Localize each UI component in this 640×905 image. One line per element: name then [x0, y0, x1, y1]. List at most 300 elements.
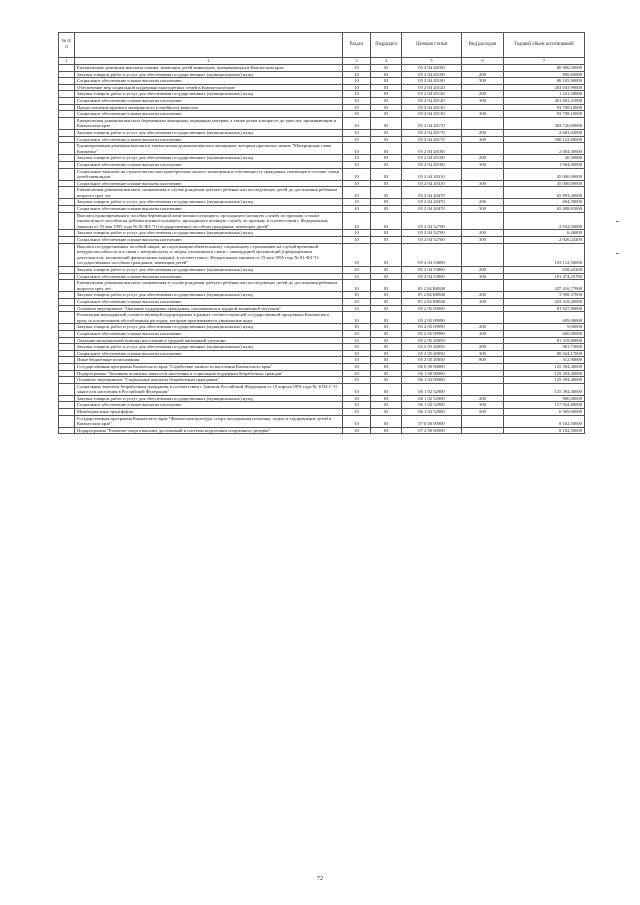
row-subsection: 03	[371, 111, 402, 118]
cell-number	[59, 155, 75, 162]
row-target-article: 05 2 04 20120	[402, 97, 462, 104]
cell-number	[59, 370, 75, 377]
cell-number	[59, 180, 75, 187]
row-section: 10	[343, 180, 371, 187]
cell-number	[59, 161, 75, 168]
row-section: 10	[343, 91, 371, 98]
row-amount: 125 394,40000	[504, 370, 585, 377]
table-row	[59, 168, 585, 180]
row-target-article: 05 2 04 20470	[402, 199, 462, 206]
cell-number	[59, 312, 75, 324]
table-row	[59, 377, 585, 384]
row-amount: 437 416,77000	[504, 280, 585, 292]
row-section: 10	[343, 78, 371, 85]
row-name: Выплата государственных пособий лицам, не подлежащим обязательному социальному страхованию на случай временной нетрудоспособности и в связи с материнством, и лицам, уволенным в связи с ликвидацией организаций (прекращением деятельности, полномочий физическими лицами), в соответствии с Федеральным законом от 19 мая 1995 года № 81-ФЗ "О государственных пособиях гражданам, имеющим детей"	[75, 243, 343, 266]
column-number: 2	[75, 58, 343, 65]
row-subsection: 03	[371, 91, 402, 98]
row-subsection: 03	[371, 383, 402, 395]
row-subsection: 03	[371, 350, 402, 357]
row-subsection: 03	[371, 180, 402, 187]
row-subsection: 03	[371, 312, 402, 324]
row-subsection: 03	[371, 155, 402, 162]
row-expense-kind: 300	[462, 206, 504, 213]
row-expense-kind: 200	[462, 71, 504, 78]
table-row	[59, 409, 585, 416]
row-expense-kind: 300	[462, 161, 504, 168]
cell-number	[59, 212, 75, 230]
row-target-article: 05 2 04 53800	[402, 243, 462, 266]
row-amount: 6,26800	[504, 230, 585, 237]
row-amount: 609,00000	[504, 312, 585, 324]
table-row	[59, 402, 585, 409]
row-amount: 45 000,00000	[504, 180, 585, 187]
row-amount: 125 394,40000	[504, 377, 585, 384]
row-target-article: 05 2 05 09990	[402, 312, 462, 324]
row-subsection: 03	[371, 187, 402, 199]
row-section: 10	[343, 363, 371, 370]
row-expense-kind	[462, 243, 504, 266]
row-name: Закупка товаров, работ и услуг для обеспечения государственных (муниципальных) нужд	[75, 344, 343, 351]
table-row	[59, 65, 585, 72]
row-expense-kind: 200	[462, 230, 504, 237]
row-section: 10	[343, 84, 371, 91]
row-name: Социальное обеспечение и иные выплаты населению	[75, 298, 343, 305]
row-name: Основное мероприятие "Оказание поддержки гражданам, оказавшимся в трудной жизненной ситуации"	[75, 305, 343, 312]
table-row	[59, 143, 585, 155]
cell-number	[59, 65, 75, 72]
row-expense-kind: 200	[462, 91, 504, 98]
row-name: Основное мероприятие "Социальные выплаты безработным гражданам"	[75, 377, 343, 384]
row-amount: 600,00000	[504, 330, 585, 337]
cell-number	[59, 267, 75, 274]
row-amount: 2 603,92000	[504, 129, 585, 136]
row-subsection: 03	[371, 161, 402, 168]
row-expense-kind: 300	[462, 298, 504, 305]
row-name: Закупка товаров, работ и услуг для обеспечения государственных (муниципальных) нужд	[75, 292, 343, 299]
row-name: Подпрограмма "Развитие спорта высших достижений и системы подготовки спортивного резерва"	[75, 427, 343, 434]
cell-number	[59, 117, 75, 129]
row-target-article: 05 2 05 20050	[402, 337, 462, 344]
row-name: Социальное обеспечение и иные выплаты населению	[75, 111, 343, 118]
row-target-article: 06 1 02 52900	[402, 402, 462, 409]
row-target-article: 05 2 04 20100	[402, 78, 462, 85]
cell-number	[59, 344, 75, 351]
budget-allocation-table	[58, 32, 585, 434]
cell-number	[59, 111, 75, 118]
row-name: Ежемесячная денежная выплата, назначаемая в случае рождения третьего ребенка или последующих детей до достижения ребенком возраста трех лет	[75, 280, 343, 292]
row-target-article: 05 2 04 R0840	[402, 280, 462, 292]
row-target-article: 05 2 05 00000	[402, 305, 462, 312]
row-amount: 80 024,17000	[504, 350, 585, 357]
table-row	[59, 357, 585, 364]
row-amount: 6 569,60000	[504, 409, 585, 416]
row-target-article: 05 2 04 R0840	[402, 292, 462, 299]
cell-number	[59, 243, 75, 266]
header-target-article: Целевая статья	[402, 33, 462, 58]
row-subsection: 03	[371, 337, 402, 344]
margin-mark	[616, 253, 619, 254]
cell-number	[59, 383, 75, 395]
row-target-article: 05 2 05 20050	[402, 344, 462, 351]
row-section: 10	[343, 237, 371, 244]
row-target-article: 05 2 04 20130	[402, 104, 462, 111]
cell-number	[59, 292, 75, 299]
row-expense-kind: 200	[462, 324, 504, 331]
row-expense-kind	[462, 383, 504, 395]
row-name: Выплата единовременного пособия беременной жене военнослужащего, проходящего военную службу по призыву, а также ежемесячного пособия на ребенка военнослужащего, проходящего военную службу по призыву, в соответствии с Федеральным законом от 19 мая 1995 года № 81-ФЗ "О государственных пособиях гражданам, имеющим детей"	[75, 212, 343, 230]
table-row	[59, 298, 585, 305]
row-name: Межбюджетные трансферты	[75, 409, 343, 416]
row-target-article: 07 2 00 00000	[402, 427, 462, 434]
row-amount: 8 102,50000	[504, 427, 585, 434]
row-amount: 261 802,41000	[504, 97, 585, 104]
row-expense-kind: 300	[462, 136, 504, 143]
table-row	[59, 427, 585, 434]
row-section: 10	[343, 292, 371, 299]
row-target-article: 06 1 02 52900	[402, 395, 462, 402]
row-expense-kind	[462, 212, 504, 230]
row-name: Закупка товаров, работ и услуг для обеспечения государственных (муниципальных) нужд	[75, 230, 343, 237]
row-subsection: 03	[371, 273, 402, 280]
row-amount: 800,60000	[504, 71, 585, 78]
row-amount: 302 726,80000	[504, 117, 585, 129]
table-row	[59, 180, 585, 187]
row-section: 10	[343, 402, 371, 409]
row-target-article: 05 2 05 20050	[402, 350, 462, 357]
table-header-row	[59, 33, 585, 58]
row-amount: 191 474,25700	[504, 273, 585, 280]
table-row	[59, 344, 585, 351]
row-target-article: 06 1 02 00000	[402, 377, 462, 384]
row-name: Обеспечение мер социальной поддержки многодетных семей в Камчатском крае	[75, 84, 343, 91]
row-subsection: 03	[371, 237, 402, 244]
row-target-article: 05 2 05 20050	[402, 357, 462, 364]
row-subsection: 03	[371, 324, 402, 331]
header-section: Раздел	[343, 33, 371, 58]
row-expense-kind	[462, 187, 504, 199]
row-name: Ежемесячная денежная выплата, назначаемая в случае рождения третьего ребенка или последующих детей до достижения ребенком возраста трех лет	[75, 187, 343, 199]
table-row	[59, 71, 585, 78]
row-subsection: 03	[371, 212, 402, 230]
row-section: 10	[343, 155, 371, 162]
cell-number	[59, 357, 75, 364]
row-amount: 81 318,80000	[504, 337, 585, 344]
row-section: 10	[343, 65, 371, 72]
row-name: Закупка товаров, работ и услуг для обеспечения государственных (муниципальных) нужд	[75, 129, 343, 136]
table-row	[59, 111, 585, 118]
row-expense-kind	[462, 143, 504, 155]
row-subsection: 03	[371, 357, 402, 364]
cell-number	[59, 104, 75, 111]
row-amount: 45 000,00000	[504, 168, 585, 180]
row-expense-kind: 200	[462, 292, 504, 299]
row-name: Предоставление краевого материнского (семейного) капитала	[75, 104, 343, 111]
row-name: Единовременная денежная выплата и ежемесячная денежная выплата женщинам, которым присвоено звание "Материнская слава Камчатки"	[75, 143, 343, 155]
row-expense-kind	[462, 117, 504, 129]
row-subsection: 03	[371, 243, 402, 266]
row-subsection: 03	[371, 206, 402, 213]
cell-number	[59, 415, 75, 427]
row-amount: 300 122,88000	[504, 136, 585, 143]
row-name: Ежемесячные денежные выплаты семьям, имеющим детей-инвалидов, проживающим в Камчатском крае	[75, 65, 343, 72]
row-target-article: 05 2 05 09990	[402, 330, 462, 337]
row-name: Закупка товаров, работ и услуг для обеспечения государственных (муниципальных) нужд	[75, 155, 343, 162]
row-target-article: 06 1 02 52900	[402, 409, 462, 416]
row-target-article: 06 0 00 00000	[402, 363, 462, 370]
row-expense-kind: 800	[462, 357, 504, 364]
cell-number	[59, 427, 75, 434]
row-amount: 81 927,80000	[504, 305, 585, 312]
table-row	[59, 84, 585, 91]
row-target-article: 05 2 04 20120	[402, 84, 462, 91]
row-amount: 125 394,40000	[504, 383, 585, 395]
table-row	[59, 292, 585, 299]
row-name: Социальное обеспечение и иные выплаты населению	[75, 237, 343, 244]
row-subsection: 03	[371, 71, 402, 78]
table-row	[59, 230, 585, 237]
row-target-article: 05 2 04 53800	[402, 273, 462, 280]
cell-number	[59, 129, 75, 136]
row-expense-kind: 200	[462, 344, 504, 351]
table-row	[59, 312, 585, 324]
row-target-article: 05 2 04 20180	[402, 155, 462, 162]
row-amount: 2 004,30000	[504, 143, 585, 155]
cell-number	[59, 273, 75, 280]
table-row	[59, 324, 585, 331]
row-subsection: 03	[371, 344, 402, 351]
row-section: 10	[343, 350, 371, 357]
row-section: 10	[343, 187, 371, 199]
row-expense-kind	[462, 363, 504, 370]
row-name: Закупка товаров, работ и услуг для обеспечения государственных (муниципальных) нужд	[75, 199, 343, 206]
table-row	[59, 337, 585, 344]
row-section: 10	[343, 273, 371, 280]
row-section: 10	[343, 415, 371, 427]
header-expense-kind: Вид расходов	[462, 33, 504, 58]
row-section: 10	[343, 206, 371, 213]
row-name: Иные бюджетные ассигнования	[75, 357, 343, 364]
table-row	[59, 206, 585, 213]
row-name: Социальное обеспечение и иные выплаты населению	[75, 273, 343, 280]
row-section: 10	[343, 427, 371, 434]
row-amount: 638,24300	[504, 267, 585, 274]
row-section: 10	[343, 324, 371, 331]
row-target-article: 07 0 00 00000	[402, 415, 462, 427]
row-subsection: 03	[371, 129, 402, 136]
table-row	[59, 91, 585, 98]
table-row	[59, 415, 585, 427]
column-number: 6	[462, 58, 504, 65]
table-row	[59, 305, 585, 312]
row-section: 10	[343, 357, 371, 364]
row-subsection: 03	[371, 117, 402, 129]
row-expense-kind	[462, 280, 504, 292]
cell-number	[59, 84, 75, 91]
row-name: Государственная программа Камчатского края "Содействие занятости населения Камчатского края"	[75, 363, 343, 370]
row-expense-kind: 200	[462, 155, 504, 162]
row-target-article: 05 2 04 20100	[402, 65, 462, 72]
row-section: 10	[343, 243, 371, 266]
row-amount: 65 893,40000	[504, 187, 585, 199]
cell-number	[59, 143, 75, 155]
table-row	[59, 199, 585, 206]
row-subsection: 03	[371, 230, 402, 237]
row-section: 10	[343, 230, 371, 237]
row-name: Реализация мероприятий соответствующей подпрограммы в рамках соответствующей государственной программы Камчатского края, за исключением обособленных расходов, которым присваиваются уникальные коды	[75, 312, 343, 324]
row-expense-kind	[462, 337, 504, 344]
row-subsection: 03	[371, 136, 402, 143]
row-target-article: 05 2 04 20310	[402, 180, 462, 187]
row-subsection: 03	[371, 199, 402, 206]
cell-number	[59, 91, 75, 98]
cell-number	[59, 324, 75, 331]
margin-mark	[616, 221, 619, 222]
row-subsection: 03	[371, 267, 402, 274]
cell-number	[59, 402, 75, 409]
table-row	[59, 136, 585, 143]
row-name: Подпрограмма "Активная политика занятости населения и социальная поддержка безработных граждан"	[75, 370, 343, 377]
row-subsection: 03	[371, 104, 402, 111]
row-section: 10	[343, 409, 371, 416]
row-amount: 312,90000	[504, 357, 585, 364]
row-expense-kind	[462, 415, 504, 427]
row-name: Социальные выплаты на строительство или приобретение жилого помещения в собственность гражданам, имеющим в составе семьи детей-инвалидов	[75, 168, 343, 180]
row-target-article: 05 2 04 20180	[402, 143, 462, 155]
table-row	[59, 212, 585, 230]
row-target-article: 05 2 04 52700	[402, 212, 462, 230]
row-section: 10	[343, 136, 371, 143]
row-amount: 117 924,80000	[504, 402, 585, 409]
row-name: Социальное обеспечение и иные выплаты населению	[75, 161, 343, 168]
row-expense-kind: 300	[462, 78, 504, 85]
row-name: Социальное обеспечение и иные выплаты населению	[75, 78, 343, 85]
row-amount: 1 984,00000	[504, 161, 585, 168]
row-name: Социальное обеспечение и иные выплаты населению	[75, 402, 343, 409]
row-amount: 1 241,58000	[504, 91, 585, 98]
row-amount: 981,73000	[504, 344, 585, 351]
cell-number	[59, 187, 75, 199]
cell-number	[59, 237, 75, 244]
table-row	[59, 267, 585, 274]
table-row	[59, 280, 585, 292]
row-target-article: 05 2 04 20170	[402, 117, 462, 129]
row-subsection: 03	[371, 305, 402, 312]
row-subsection: 03	[371, 370, 402, 377]
row-expense-kind: 200	[462, 395, 504, 402]
row-expense-kind	[462, 427, 504, 434]
row-target-article: 05 2 04 20180	[402, 161, 462, 168]
row-subsection: 03	[371, 330, 402, 337]
cell-number	[59, 280, 75, 292]
table-row	[59, 363, 585, 370]
row-section: 10	[343, 312, 371, 324]
row-name: Закупка товаров, работ и услуг для обеспечения государственных (муниципальных) нужд	[75, 267, 343, 274]
row-expense-kind: 300	[462, 273, 504, 280]
cell-number	[59, 206, 75, 213]
row-target-article: 05 2 04 20170	[402, 129, 462, 136]
row-expense-kind: 300	[462, 111, 504, 118]
row-subsection: 03	[371, 97, 402, 104]
row-section: 10	[343, 383, 371, 395]
row-amount: 20,30000	[504, 155, 585, 162]
row-name: Закупка товаров, работ и услуг для обеспечения государственных (муниципальных) нужд	[75, 324, 343, 331]
row-expense-kind	[462, 104, 504, 111]
row-expense-kind	[462, 370, 504, 377]
row-target-article: 05 2 04 52700	[402, 230, 462, 237]
row-subsection: 03	[371, 84, 402, 91]
row-target-article: 05 2 04 53800	[402, 267, 462, 274]
header-number: № п/п	[59, 33, 75, 58]
cell-number	[59, 337, 75, 344]
table-row	[59, 161, 585, 168]
row-target-article: 05 2 04 R0840	[402, 298, 462, 305]
row-expense-kind	[462, 65, 504, 72]
table-row	[59, 383, 585, 395]
row-amount: 192 112,50000	[504, 243, 585, 266]
row-name: Социальное обеспечение и иные выплаты населению	[75, 350, 343, 357]
cell-number	[59, 409, 75, 416]
row-section: 10	[343, 129, 371, 136]
row-section: 10	[343, 305, 371, 312]
row-section: 10	[343, 168, 371, 180]
row-name: Социальные выплаты безработным гражданам в соответствии с Законом Российской Федерации от 19 апреля 1991 года № 1032-1 "О занятости населения в Российской Федерации"	[75, 383, 343, 395]
row-name: Социальное обеспечение и иные выплаты населению	[75, 136, 343, 143]
row-target-article: 05 2 04 20310	[402, 168, 462, 180]
row-target-article: 05 2 05 09990	[402, 324, 462, 331]
row-section: 10	[343, 370, 371, 377]
row-subsection: 03	[371, 415, 402, 427]
row-amount: 900,00000	[504, 395, 585, 402]
row-subsection: 03	[371, 395, 402, 402]
row-expense-kind: 300	[462, 350, 504, 357]
header-subsection: Подраздел	[371, 33, 402, 58]
row-amount: 604,59000	[504, 199, 585, 206]
row-section: 10	[343, 111, 371, 118]
row-expense-kind	[462, 377, 504, 384]
table-row	[59, 155, 585, 162]
row-target-article: 05 2 04 52700	[402, 237, 462, 244]
cell-number	[59, 363, 75, 370]
row-name: Социальное обеспечение и иные выплаты населению	[75, 180, 343, 187]
row-name: Социальное обеспечение и иные выплаты населению	[75, 206, 343, 213]
row-subsection: 03	[371, 427, 402, 434]
cell-number	[59, 168, 75, 180]
cell-number	[59, 395, 75, 402]
cell-number	[59, 199, 75, 206]
row-section: 10	[343, 267, 371, 274]
row-expense-kind: 200	[462, 267, 504, 274]
table-row	[59, 117, 585, 129]
table-row	[59, 129, 585, 136]
row-expense-kind: 500	[462, 409, 504, 416]
header-annual-volume: Годовой объем ассигнований	[504, 33, 585, 58]
column-number: 7	[504, 58, 585, 65]
row-amount: 2 932,50000	[504, 212, 585, 230]
row-amount: 2 926,23200	[504, 237, 585, 244]
column-number: 3	[343, 58, 371, 65]
cell-number	[59, 97, 75, 104]
row-target-article: 05 2 04 20470	[402, 187, 462, 199]
row-expense-kind: 300	[462, 402, 504, 409]
row-subsection: 03	[371, 298, 402, 305]
row-section: 10	[343, 71, 371, 78]
row-subsection: 03	[371, 65, 402, 72]
row-target-article: 06 1 02 52900	[402, 383, 462, 395]
row-section: 10	[343, 104, 371, 111]
row-name: Социальное обеспечение и иные выплаты населению	[75, 97, 343, 104]
header-name	[75, 33, 343, 58]
row-expense-kind	[462, 168, 504, 180]
